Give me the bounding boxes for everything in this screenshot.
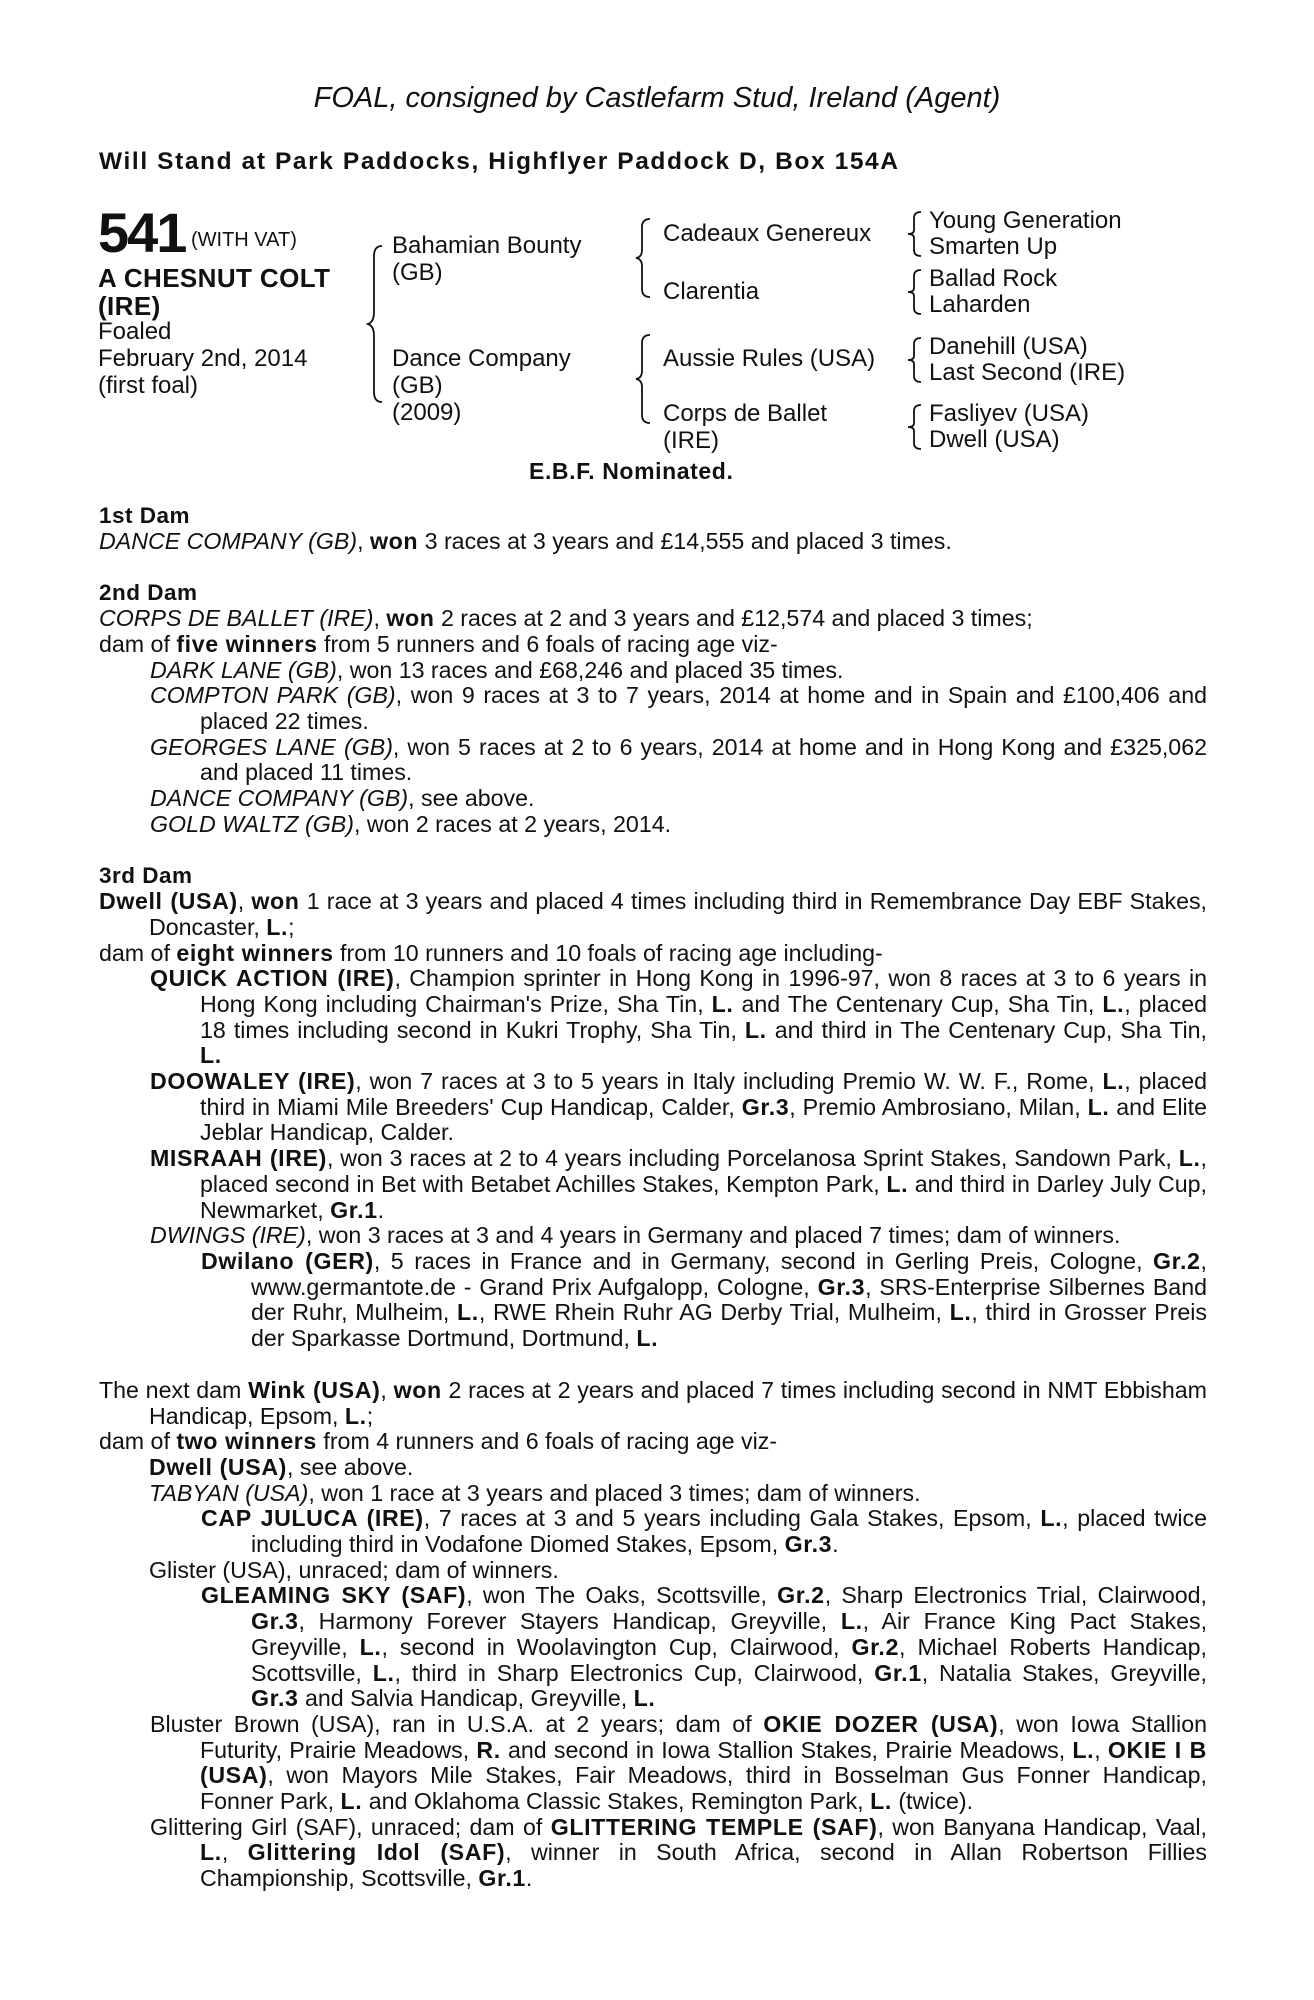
text: , 5 races in France and in Germany, second in Gerling Preis, Cologne, bbox=[373, 1247, 1154, 1274]
lot-description bbox=[98, 264, 330, 320]
produce-entry bbox=[99, 658, 1207, 684]
race-grade: L. bbox=[886, 1170, 909, 1197]
text: , won 3 races at 3 and 4 years in Germany and placed 7 times; dam of winners. bbox=[305, 1222, 1121, 1249]
race-grade: Gr.3 bbox=[784, 1531, 833, 1558]
first-dam-heading: 1st Dam bbox=[99, 503, 191, 528]
gen3-3: Ballad Rock bbox=[929, 265, 1058, 292]
third-dam-section bbox=[99, 863, 1207, 1351]
text: , winner in South Africa, second in Allan Robertson Fillies Championship, Scottsville, bbox=[200, 1839, 1207, 1892]
horse-name: DOOWALEY (IRE) bbox=[150, 1068, 356, 1095]
text: , placed second in Bet with Betabet Achilles Stakes, Kempton Park, bbox=[200, 1145, 1207, 1197]
text: , won 2 races at 2 years, 2014. bbox=[353, 810, 672, 837]
text: , see above. bbox=[408, 785, 535, 812]
race-grade: L. bbox=[457, 1299, 479, 1326]
text: dam of bbox=[99, 939, 177, 966]
text: , 7 races at 3 and 5 years including Gala Stakes, Epsom, bbox=[423, 1505, 1041, 1532]
race-grade: Gr.2 bbox=[777, 1582, 825, 1609]
horse-name: DANCE COMPANY (GB) bbox=[150, 785, 409, 812]
text: , Champion sprinter in Hong Kong in 1996-97, won 8 races at 3 to 6 years in Hong Kong including Chairman's Prize, Sha Tin, bbox=[200, 965, 1207, 1017]
spacer bbox=[99, 837, 1207, 863]
race-grade: L. bbox=[870, 1788, 892, 1815]
third-dam-line bbox=[99, 889, 1207, 940]
race-grade: L. bbox=[1072, 1736, 1095, 1763]
stand-location: Will Stand at Park Paddocks, Highflyer Paddock D, Box 154A bbox=[99, 148, 900, 175]
race-grade: L. bbox=[1178, 1145, 1201, 1172]
produce-entry bbox=[99, 786, 1207, 812]
text: 2 races at 2 and 3 years and £12,574 and placed 3 times; bbox=[434, 605, 1033, 632]
text: The next dam bbox=[99, 1376, 249, 1403]
dams-sire: Aussie Rules (USA) bbox=[663, 345, 876, 372]
text: , won 13 races and £68,246 and placed 35 times. bbox=[336, 656, 844, 683]
race-grade: Gr.3 bbox=[251, 1685, 299, 1712]
text: ; bbox=[366, 1402, 374, 1429]
race-grade: L. bbox=[840, 1608, 863, 1635]
sires-dam: Clarentia bbox=[663, 278, 760, 305]
text: , third in Grosser Preis der Sparkasse Dortmund, Dortmund, bbox=[251, 1299, 1208, 1352]
text: , bbox=[357, 527, 370, 554]
produce-entry: Glister (USA), unraced; dam of winners. bbox=[149, 1556, 559, 1583]
brace-path bbox=[636, 335, 650, 423]
produce-entry bbox=[99, 1146, 1207, 1223]
text: dam of bbox=[99, 1428, 177, 1455]
text: , SRS-Enterprise Silbernes Band der Ruhr, Mulheim, bbox=[251, 1273, 1207, 1326]
spacer bbox=[99, 1352, 1207, 1378]
horse-name: DARK LANE (GB) bbox=[150, 656, 337, 683]
race-grade: L. bbox=[266, 913, 289, 940]
text: , won 3 races at 2 to 4 years including Porcelanosa Sprint Stakes, Sandown Park, bbox=[326, 1145, 1179, 1172]
horse-name: DWINGS (IRE) bbox=[150, 1222, 306, 1249]
text: and The Centenary Cup, Sha Tin, bbox=[733, 990, 1103, 1017]
text: and second in Iowa Stallion Stakes, Prairie Meadows, bbox=[500, 1736, 1073, 1763]
race-grade: Gr.1 bbox=[478, 1865, 526, 1892]
race-grade: L. bbox=[200, 1839, 222, 1866]
text: 1 race at 3 years and placed 4 times including third in Remembrance Day EBF Stakes, Doncaster, bbox=[149, 888, 1207, 940]
brace-path bbox=[908, 270, 921, 314]
winners-count: two winners bbox=[176, 1428, 317, 1455]
dam-name-line-2: (GB) bbox=[392, 372, 443, 399]
grandproduce-entry bbox=[99, 1506, 1207, 1557]
text: Glittering Girl (SAF), unraced; dam of bbox=[150, 1813, 551, 1840]
text: , Sharp Electronics Trial, Clairwood, bbox=[824, 1582, 1208, 1609]
text: , third in Sharp Electronics Cup, Clairwood, bbox=[394, 1659, 875, 1686]
gen3-4: Laharden bbox=[929, 291, 1031, 318]
spacer bbox=[99, 554, 1207, 580]
horse-name: TABYAN (USA) bbox=[149, 1479, 309, 1506]
text: from 10 runners and 10 foals of racing age including- bbox=[333, 939, 883, 966]
text: , placed twice including third in Vodafone Diomed Stakes, Epsom, bbox=[251, 1505, 1207, 1558]
text: , won 7 races at 3 to 5 years in Italy including Premio W. W. F., Rome, bbox=[355, 1068, 1103, 1095]
race-grade: R. bbox=[476, 1736, 501, 1763]
second-dam-heading: 2nd Dam bbox=[99, 580, 198, 606]
produce-entry bbox=[99, 1455, 1207, 1481]
horse-name: GLITTERING TEMPLE (SAF) bbox=[550, 1813, 878, 1840]
text: Bluster Brown (USA), ran in U.S.A. at 2 years; dam of bbox=[150, 1710, 764, 1737]
text: , bbox=[1094, 1736, 1108, 1763]
gen3-2: Smarten Up bbox=[929, 233, 1058, 260]
grandproduce-entry bbox=[99, 1583, 1207, 1712]
sire-name-line-1: Bahamian Bounty bbox=[392, 232, 582, 259]
text: , won Mayors Mile Stakes, Fair Meadows, third in Bosselman Gus Fonner Handicap, Fonner Park, bbox=[200, 1762, 1207, 1815]
dam-name: CORPS DE BALLET (IRE) bbox=[99, 605, 374, 632]
produce-entry bbox=[99, 1815, 1207, 1892]
foaled-info bbox=[98, 318, 307, 399]
text: and Salvia Handicap, Greyville, bbox=[298, 1685, 634, 1712]
horse-name: GEORGES LANE (GB) bbox=[150, 733, 393, 760]
text: from 4 runners and 6 foals of racing age viz- bbox=[316, 1428, 778, 1455]
text: (twice). bbox=[891, 1788, 974, 1815]
race-grade: L. bbox=[633, 1685, 656, 1712]
text: , won 5 races at 2 to 6 years, 2014 at home and in Hong Kong and £325,062 and placed 11 times. bbox=[200, 733, 1207, 786]
first-dam-section bbox=[99, 503, 1207, 554]
produce-entry bbox=[99, 735, 1207, 786]
text: and third in Darley July Cup, Newmarket, bbox=[200, 1170, 1207, 1223]
foaled-label: Foaled bbox=[98, 318, 172, 345]
race-grade: L. bbox=[200, 1042, 222, 1069]
pedigree-brace-main bbox=[366, 244, 390, 404]
consignment-line: FOAL, consigned by Castlefarm Stud, Ireland (Agent) bbox=[313, 82, 1001, 114]
horse-name: Dwell (USA) bbox=[149, 1453, 288, 1480]
produce-entry bbox=[99, 1712, 1207, 1815]
lot-description-line-1: A CHESNUT COLT bbox=[98, 263, 331, 293]
produce-entry bbox=[99, 683, 1207, 734]
text: , bbox=[373, 605, 387, 632]
dam-name-line-3: (2009) bbox=[392, 399, 462, 426]
gen3-8: Dwell (USA) bbox=[929, 426, 1060, 453]
horse-name: Dwilano (GER) bbox=[201, 1247, 374, 1274]
gen3-1: Young Generation bbox=[929, 207, 1122, 234]
brace-path bbox=[908, 405, 921, 449]
pedigree-brace-g3-1 bbox=[905, 210, 927, 258]
pedigree-brace-sire bbox=[634, 217, 658, 299]
text: , Natalia Stakes, Greyville, bbox=[921, 1659, 1207, 1686]
winners-count: five winners bbox=[176, 630, 318, 657]
horse-name: Glittering Idol (SAF) bbox=[247, 1839, 506, 1866]
text: , second in Woolavington Cup, Clairwood, bbox=[381, 1633, 852, 1660]
text: ; bbox=[288, 913, 295, 940]
brace-path bbox=[908, 338, 921, 382]
brace-path bbox=[908, 212, 921, 256]
horse-name: OKIE I B (USA) bbox=[200, 1736, 1207, 1789]
dams-dam bbox=[663, 400, 827, 454]
next-dam-section bbox=[99, 1378, 1207, 1892]
text: from 5 runners and 6 foals of racing age viz- bbox=[317, 630, 778, 657]
dam-name: Dwell (USA) bbox=[99, 888, 238, 915]
second-dam-section bbox=[99, 580, 1207, 837]
pedigree-brace-g3-2 bbox=[905, 268, 927, 316]
foaled-note: (first foal) bbox=[98, 372, 199, 399]
race-grade: Gr.1 bbox=[330, 1196, 378, 1223]
dam-name bbox=[392, 345, 571, 426]
horse-name: GLEAMING SKY (SAF) bbox=[201, 1582, 467, 1609]
dam-name-line-1: Dance Company bbox=[392, 345, 571, 372]
text: , RWE Rhein Ruhr AG Derby Trial, Mulheim, bbox=[478, 1299, 950, 1326]
won-label: won bbox=[251, 888, 300, 915]
text: dam of bbox=[99, 630, 177, 657]
third-dam-produce-summary bbox=[99, 941, 1207, 967]
gen3-5: Danehill (USA) bbox=[929, 333, 1088, 360]
pedigree-brace-dam bbox=[634, 333, 658, 425]
race-grade: L. bbox=[949, 1299, 972, 1326]
pedigree-notes bbox=[99, 503, 1207, 1892]
race-grade: Gr.1 bbox=[874, 1659, 922, 1686]
won-label: won bbox=[370, 527, 419, 554]
grandproduce-entry bbox=[99, 1249, 1207, 1352]
gen3-7: Fasliyev (USA) bbox=[929, 400, 1090, 427]
won-label: won bbox=[393, 1376, 442, 1403]
race-grade: Gr.3 bbox=[741, 1093, 790, 1120]
text: and Elite Jeblar Handicap, Calder. bbox=[200, 1093, 1207, 1146]
race-grade: L. bbox=[344, 1402, 367, 1429]
race-grade: Gr.3 bbox=[817, 1273, 866, 1300]
sires-sire: Cadeaux Genereux bbox=[663, 220, 872, 247]
produce-entry bbox=[99, 812, 1207, 838]
text: . bbox=[832, 1531, 839, 1558]
text: 3 races at 3 years and £14,555 and placed 3 times. bbox=[418, 527, 952, 554]
race-grade: L. bbox=[359, 1633, 382, 1660]
race-grade: L. bbox=[636, 1325, 659, 1352]
next-dam-produce-summary bbox=[99, 1429, 1207, 1455]
ebf-nominated: E.B.F. Nominated. bbox=[529, 458, 734, 484]
horse-name: COMPTON PARK (GB) bbox=[150, 682, 396, 709]
text: , won Banyana Handicap, Vaal, bbox=[877, 1813, 1207, 1840]
text: , Premio Ambrosiano, Milan, bbox=[789, 1093, 1088, 1120]
foaled-date: February 2nd, 2014 bbox=[98, 345, 308, 372]
text: , Air France King Pact Stakes, Greyville, bbox=[251, 1608, 1208, 1660]
brace-path bbox=[636, 219, 650, 297]
produce-entry bbox=[99, 1069, 1207, 1146]
text: , see above. bbox=[287, 1453, 414, 1480]
horse-name: OKIE DOZER (USA) bbox=[763, 1710, 999, 1737]
second-dam-line bbox=[99, 606, 1207, 632]
vat-label: (WITH VAT) bbox=[191, 229, 297, 251]
dams-dam-line-2: (IRE) bbox=[663, 427, 719, 454]
winners-count: eight winners bbox=[176, 939, 334, 966]
text: , placed 18 times including second in Kukri Trophy, Sha Tin, bbox=[200, 990, 1207, 1043]
produce-entry bbox=[99, 1223, 1207, 1249]
lot-description-line-2: (IRE) bbox=[98, 291, 161, 321]
text: , Michael Roberts Handicap, Scottsville, bbox=[251, 1633, 1207, 1686]
text: , won 1 race at 3 years and placed 3 times; dam of winners. bbox=[308, 1479, 921, 1506]
text: . bbox=[377, 1196, 385, 1223]
horse-name: CAP JULUCA (IRE) bbox=[201, 1505, 424, 1532]
pedigree-brace-g3-3 bbox=[905, 336, 927, 384]
race-grade: L. bbox=[711, 990, 734, 1017]
third-dam-heading: 3rd Dam bbox=[99, 863, 193, 889]
text: , won 9 races at 3 to 7 years, 2014 at home and in Spain and £100,406 and placed 22 times. bbox=[200, 682, 1207, 734]
text: and third in The Centenary Cup, Sha Tin, bbox=[766, 1016, 1207, 1043]
gen3-6: Last Second (IRE) bbox=[929, 359, 1126, 386]
text: 2 races at 2 years and placed 7 times including second in NMT Ebbisham Handicap, Epsom, bbox=[149, 1376, 1207, 1429]
race-grade: L. bbox=[744, 1016, 767, 1043]
race-grade: L. bbox=[1087, 1093, 1110, 1120]
text: , won The Oaks, Scottsville, bbox=[466, 1582, 778, 1609]
dam-name: DANCE COMPANY (GB) bbox=[99, 527, 358, 554]
produce-entry bbox=[99, 966, 1207, 1069]
brace-path bbox=[368, 246, 382, 402]
text: , bbox=[221, 1839, 248, 1866]
horse-name: MISRAAH (IRE) bbox=[150, 1145, 327, 1172]
won-label: won bbox=[386, 605, 435, 632]
second-dam-produce-summary bbox=[99, 632, 1207, 658]
produce-entry bbox=[99, 1481, 1207, 1507]
text: , bbox=[380, 1376, 394, 1403]
race-grade: L. bbox=[372, 1659, 395, 1686]
first-dam-line bbox=[99, 529, 1207, 555]
pedigree-brace-g3-4 bbox=[905, 403, 927, 451]
race-grade: Gr.3 bbox=[251, 1608, 299, 1635]
text: , won Iowa Stallion Futurity, Prairie Meadows, bbox=[200, 1710, 1207, 1763]
sire-name-line-2: (GB) bbox=[392, 259, 443, 286]
text: . bbox=[525, 1865, 533, 1892]
horse-name: GOLD WALTZ (GB) bbox=[150, 810, 354, 837]
text: , bbox=[237, 888, 252, 915]
next-dam-line bbox=[99, 1378, 1207, 1429]
race-grade: L. bbox=[1040, 1505, 1063, 1532]
race-grade: L. bbox=[1102, 990, 1125, 1017]
lot-number: 541 bbox=[98, 201, 186, 264]
race-grade: Gr.2 bbox=[1153, 1247, 1201, 1274]
text: , Harmony Forever Stayers Handicap, Greyville, bbox=[298, 1608, 841, 1635]
dams-dam-line-1: Corps de Ballet bbox=[663, 400, 828, 427]
horse-name: QUICK ACTION (IRE) bbox=[150, 965, 395, 992]
text: , www.germantote.de - Grand Prix Aufgalopp, Cologne, bbox=[251, 1247, 1207, 1300]
race-grade: L. bbox=[340, 1788, 363, 1815]
race-grade: Gr.2 bbox=[851, 1633, 899, 1660]
race-grade: L. bbox=[1102, 1068, 1125, 1095]
dam-name: Wink (USA) bbox=[248, 1376, 381, 1403]
sire-name bbox=[392, 232, 581, 286]
text: and Oklahoma Classic Stakes, Remington Park, bbox=[362, 1788, 871, 1815]
text: , placed third in Miami Mile Breeders' Cup Handicap, Calder, bbox=[200, 1068, 1207, 1120]
